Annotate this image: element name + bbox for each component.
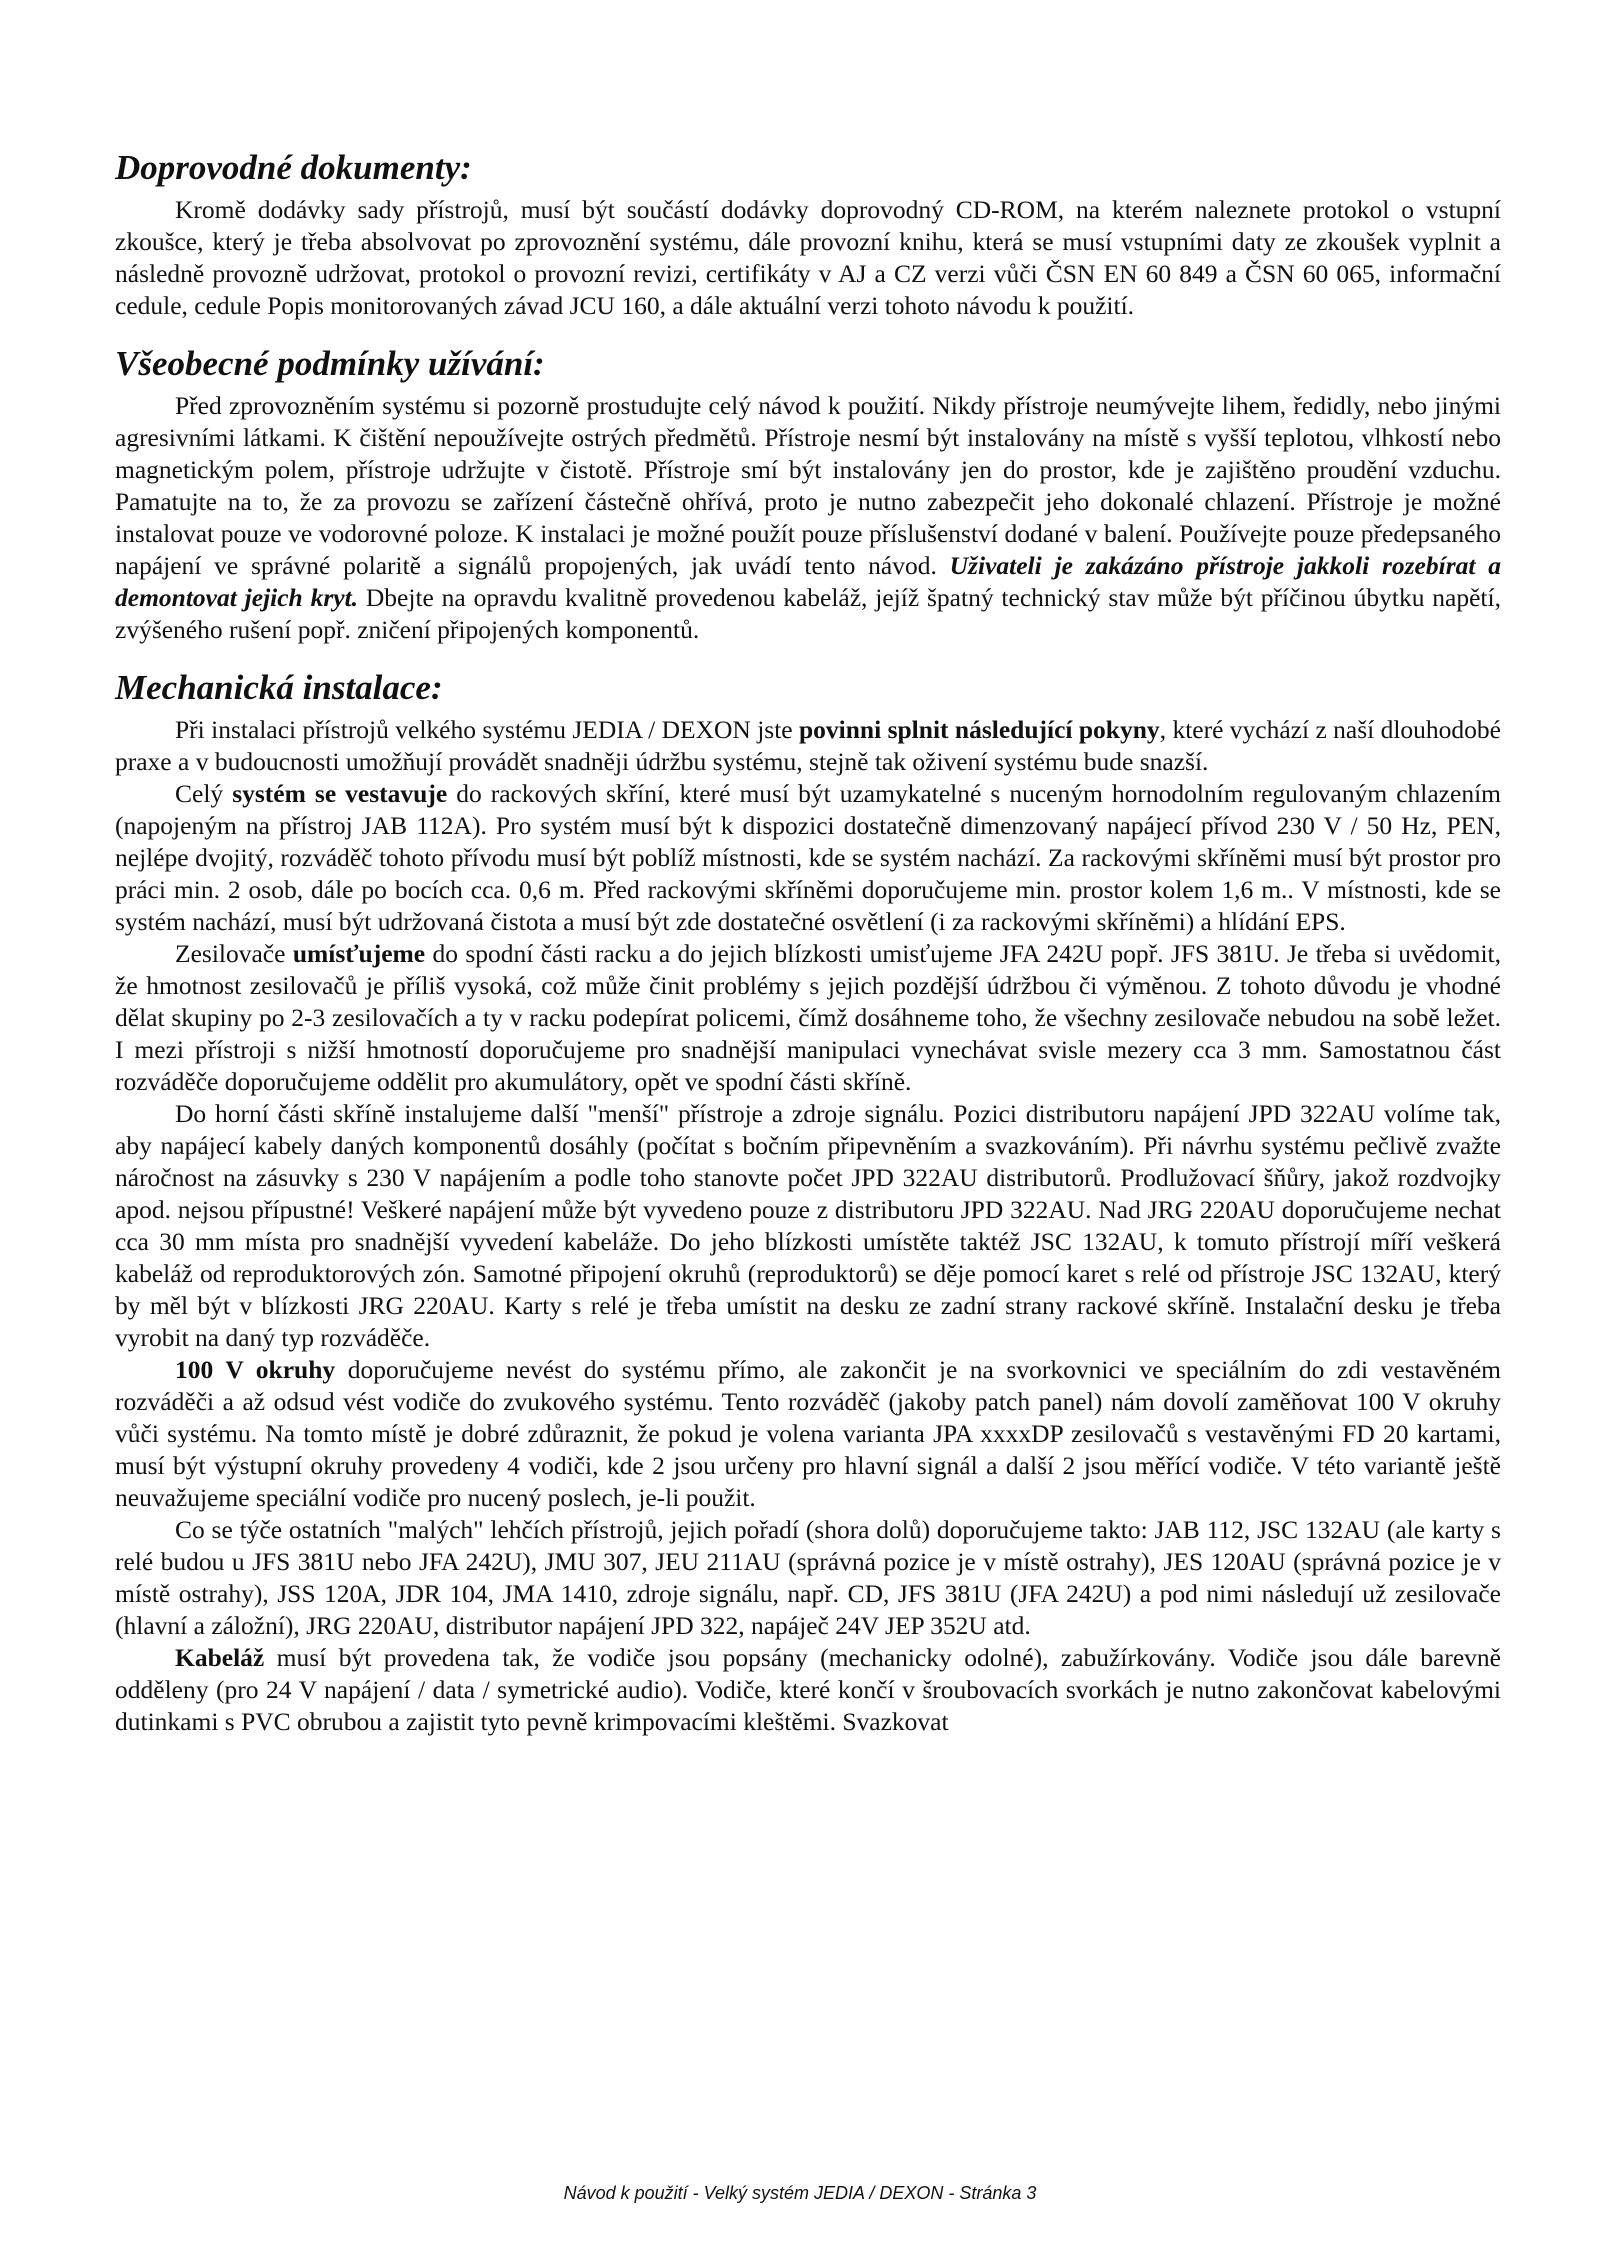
paragraph	[115, 1354, 1501, 1514]
text: Co se týče ostatních "malých" lehčích přístrojů, jejich pořadí (shora dolů) doporučujeme takto: JAB 112, JSC 132AU (ale karty s relé budou u JFS 381U nebo JFA 242U), JMU 307, JEU 211AU (správná pozice je v místě ostrahy), JES 120AU (správná pozice je v místě ostrahy), JSS 120A, JDR 104, JMA 1410, zdroje signálu, např. CD, JFS 381U (JFA 242U) a pod nimi následují už zesilovače (hlavní a záložní), JRG 220AU, distributor napájení JPD 322, napáječ 24V JEP 352U atd.	[115, 1515, 1501, 1640]
paragraph	[115, 938, 1501, 1098]
bold-text: systém se vestavuje	[232, 779, 448, 808]
text: , které vychází z naší dlouhodobé praxe a v budoucnosti umožňují provádět snadněji údržbu systému, stejně tak oživení systému bude snazší.	[115, 715, 1501, 776]
paragraph	[115, 778, 1501, 938]
text: Celý	[175, 779, 233, 808]
document-page	[115, 148, 1501, 1738]
bold-text: umísťujeme	[292, 939, 426, 968]
text: do rackových skříní, které musí být uzamykatelné s nuceným hornodolním regulovaným chlazením (napojeným na přístroj JAB 112A). Pro systém musí být k dispozici dostatečně dimenzovaný napájecí přívod 230 V / 50 Hz, PEN, nejlépe dvojitý, rozváděč tohoto přívodu musí být poblíž místnosti, kde se systém nachází. Za rackovými skříněmi musí být prostor pro práci min. 2 osob, dále po bocích cca. 0,6 m. Před rackovými skříněmi doporučujeme min. prostor kolem 1,6 m.. V místnosti, kde se systém nachází, musí být udržovaná čistota a musí být zde dostatečné osvětlení (i za rackovými skříněmi) a hlídání EPS.	[115, 779, 1501, 936]
text: Zesilovače	[175, 939, 293, 968]
text: Kromě dodávky sady přístrojů, musí být součástí dodávky doprovodný CD-ROM, na kterém naleznete protokol o vstupní zkoušce, který je třeba absolvovat po zprovoznění systému, dále provozní knihu, která se musí vstupními daty ze zkoušek vyplnit a následně provozně udržovat, protokol o provozní revizi, certifikáty v AJ a CZ verzi vůči ČSN EN 60 849 a ČSN 60 065, informační cedule, cedule Popis monitorovaných závad JCU 160, a dále aktuální verzi tohoto návodu k použití.	[115, 195, 1501, 320]
section-mechanical-installation	[115, 668, 1501, 1738]
text: Dbejte na opravdu kvalitně provedenou kabeláž, jejíž špatný technický stav může být příčinou úbytku napětí, zvýšeného rušení popř. zničení připojených komponentů.	[115, 583, 1501, 644]
warning-text: Uživateli je zakázáno přístroje jakkoli rozebírat a demontovat jejich kryt.	[115, 551, 1501, 612]
page-footer: Návod k použití - Velký systém JEDIA / DEXON - Stránka 3	[563, 2183, 1037, 2203]
paragraph	[115, 1642, 1501, 1738]
paragraph	[115, 714, 1501, 778]
section-accompanying-documents	[115, 148, 1501, 322]
text: Do horní části skříně instalujeme další "menší" přístroje a zdroje signálu. Pozici distributoru napájení JPD 322AU volíme tak, aby napájecí kabely daných komponentů dosáhly (počítat s bočním připevněním a svazkováním). Při návrhu systému pečlivě zvažte náročnost na zásuvky s 230 V napájením a podle toho stanovte počet JPD 322AU distributorů. Prodlužovací šňůry, jakož rozdvojky apod. nejsou přípustné! Veškeré napájení může být vyvedeno pouze z distributoru JPD 322AU. Nad JRG 220AU doporučujeme nechat cca 30 mm místa pro snadnější vyvedení kabeláže. Do jeho blízkosti umístěte taktéž JSC 132AU, k tomuto přístrojí míří veškerá kabeláž od reproduktorových zón. Samotné připojení okruhů (reproduktorů) se děje pomocí karet s relé od přístroje JSC 132AU, který by měl být v blízkosti JRG 220AU. Karty s relé je třeba umístit na desku ze zadní strany rackové skříně. Instalační desku je třeba vyrobit na daný typ rozváděče.	[115, 1099, 1501, 1352]
text: do spodní části racku a do jejich blízkosti umisťujeme JFA 242U popř. JFS 381U. Je třeba si uvědomit, že hmotnost zesilovačů je příliš vysoká, což může činit problémy s jejich pozdější údržbou či výměnou. Z tohoto důvodu je vhodné dělat skupiny po 2-3 zesilovačích a ty v racku podepírat policemi, čímž dosáhneme toho, že všechny zesilovače nebudou na sobě ležet. I mezi přístroji s nižší hmotností doporučujeme pro snadnější manipulaci vynechávat svisle mezery cca 3 mm. Samostatnou část rozváděče doporučujeme oddělit pro akumulátory, opět ve spodní části skříně.	[115, 939, 1501, 1096]
section-heading: Všeobecné podmínky užívání:	[115, 344, 545, 383]
paragraph	[115, 1514, 1501, 1642]
section-heading: Doprovodné dokumenty:	[115, 148, 472, 187]
bold-text: Kabeláž	[175, 1643, 265, 1672]
text: Při instalaci přístrojů velkého systému JEDIA / DEXON jste	[175, 715, 799, 744]
paragraph	[115, 194, 1501, 322]
text: doporučujeme nevést do systému přímo, ale zakončit je na svorkovnici ve speciálním do zdi vestavěném rozváděči a až odsud vést vodiče do zvukového systému. Tento rozváděč (jakoby patch panel) nám dovolí zaměňovat 100 V okruhy vůči systému. Na tomto místě je dobré zdůraznit, že pokud je volena varianta JPA xxxxDP zesilovačů s vestavěnými FD 20 kartami, musí být výstupní okruhy provedeny 4 vodiči, kde 2 jsou určeny pro hlavní signál a další 2 jsou měřící vodiče. V této variantě ještě neuvažujeme speciální vodiče pro nucený poslech, je-li použit.	[115, 1355, 1502, 1512]
text: Před zprovozněním systému si pozorně prostudujte celý návod k použití. Nikdy přístroje neumývejte lihem, ředidly, nebo jinými agresivními látkami. K čištění nepoužívejte ostrých předmětů. Přístroje nesmí být instalovány na místě s vyšší teplotou, vlhkostí nebo magnetickým polem, přístroje udržujte v čistotě. Přístroje smí být instalovány jen do prostor, kde je zajištěno proudění vzduchu. Pamatujte na to, že za provozu se zařízení částečně ohřívá, proto je nutno zabezpečit jeho dokonalé chlazení. Přístroje je možné instalovat pouze ve vodorovné poloze. K instalaci je možné použít pouze příslušenství dodané v balení. Používejte pouze předepsaného napájení ve správné polaritě a signálů propojených, jak uvádí tento návod.	[115, 391, 1501, 580]
paragraph	[115, 1098, 1501, 1354]
paragraph	[115, 390, 1501, 646]
text: musí být provedena tak, že vodiče jsou popsány (mechanicky odolné), zabužírkovány. Vodiče jsou dále barevně odděleny (pro 24 V napájení / data / symetrické audio). Vodiče, které končí v šroubovacích svorkách je nutno zakončovat kabelovými dutinkami s PVC obrubou a zajistit tyto pevně krimpovacími kleštěmi. Svazkovat	[115, 1643, 1501, 1736]
bold-text: 100 V okruhy	[175, 1355, 336, 1384]
bold-text: povinni splnit následující pokyny	[798, 715, 1160, 744]
section-general-conditions	[115, 344, 1501, 646]
section-heading: Mechanická instalace:	[115, 668, 443, 707]
